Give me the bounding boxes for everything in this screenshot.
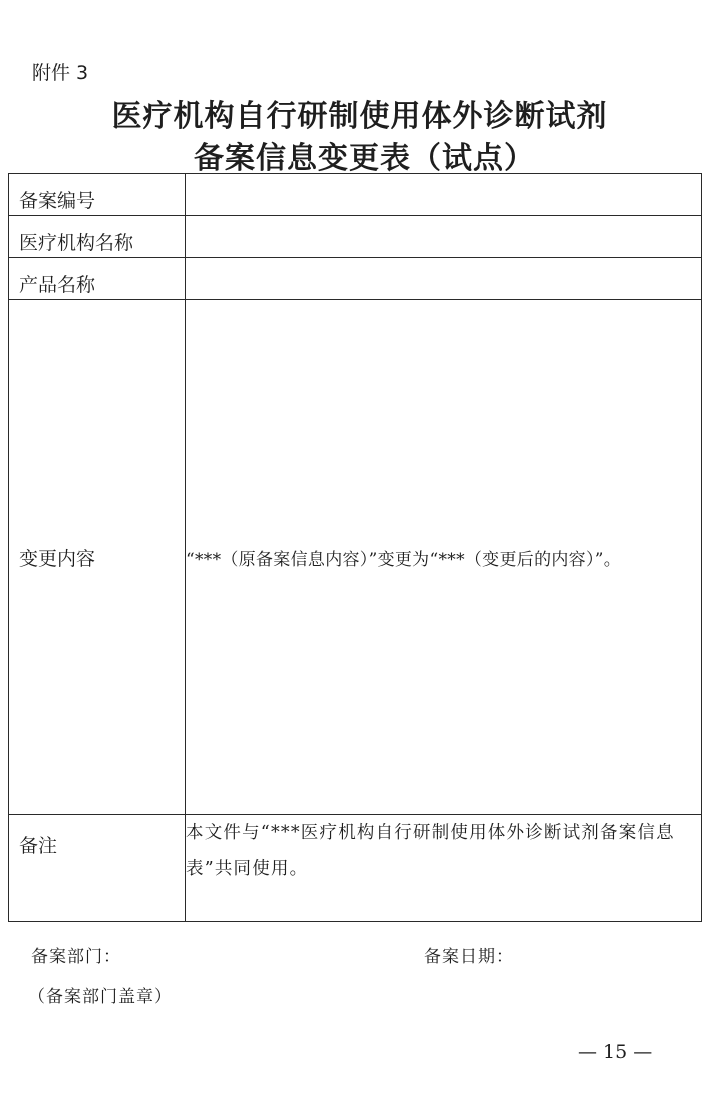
- institution-name-value: [186, 216, 702, 258]
- remark-value: 本文件与“***医疗机构自行研制使用体外诊断试剂备案信息表”共同使用。: [186, 815, 702, 922]
- institution-name-label: 医疗机构名称: [19, 232, 134, 254]
- change-form-table: [8, 173, 702, 922]
- product-name-label: 产品名称: [19, 274, 96, 296]
- document-title-line-2: 备案信息变更表（试点）: [194, 141, 535, 176]
- table-row-institution-name: [9, 216, 702, 258]
- table-row-remark: [9, 815, 702, 922]
- table-row-change-content: [9, 300, 702, 815]
- table-row-product-name: [9, 258, 702, 300]
- filing-department-label: 备案部门：: [31, 947, 121, 967]
- change-content-label: 变更内容: [19, 547, 96, 570]
- change-content-label-cell: [9, 300, 186, 815]
- filing-number-value: [186, 174, 702, 216]
- attachment-label: 附件 3: [32, 62, 89, 84]
- remark-label: 备注: [19, 835, 58, 857]
- filing-number-label: 备案编号: [19, 190, 96, 212]
- change-content-value: “***（原备案信息内容）”变更为“***（变更后的内容）”。: [186, 300, 702, 815]
- remark-label-cell: [9, 815, 186, 922]
- product-name-value: [186, 258, 702, 300]
- institution-name-label-cell: [9, 216, 186, 258]
- product-name-label-cell: [9, 258, 186, 300]
- table-row-filing-number: [9, 174, 702, 216]
- filing-date-label: 备案日期：: [424, 947, 514, 967]
- document-title-line-1: 医疗机构自行研制使用体外诊断试剂: [111, 99, 608, 134]
- department-seal-note: （备案部门盖章）: [28, 987, 172, 1007]
- filing-number-label-cell: [9, 174, 186, 216]
- page-number: — 15 —: [578, 1041, 653, 1063]
